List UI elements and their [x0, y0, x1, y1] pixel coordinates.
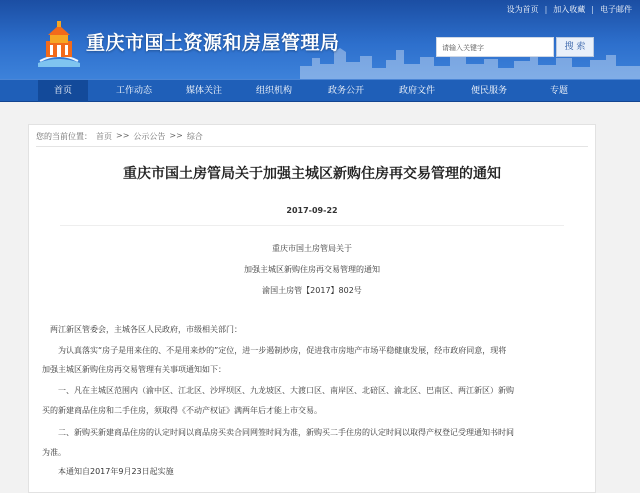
nav-item-topics[interactable]: 专题 — [549, 86, 568, 96]
email-link[interactable]: 电子邮件 — [600, 5, 632, 14]
nav-item-media[interactable]: 媒体关注 — [185, 86, 222, 96]
nav-item-organization[interactable]: 组织机构 — [255, 86, 292, 96]
article-date: 2017-09-22 — [286, 206, 338, 215]
article-paragraph: 为认真落实“房子是用来住的、不是用来炒的”定位，进一步遏制炒房，促进我市房地产市场平稳健康发展，经市政府同意，现将 — [58, 346, 507, 355]
breadcrumb-home[interactable]: 首页 — [96, 132, 112, 141]
article-paragraph: 一、凡在主城区范围内（渝中区、江北区、沙坪坝区、九龙坡区、大渡口区、南岸区、北碚区、渝北区、巴南区、两江新区）新购 — [58, 386, 514, 395]
breadcrumb-divider — [36, 146, 588, 147]
search-button[interactable]: 搜 索 — [556, 37, 594, 57]
main-nav — [0, 79, 640, 102]
nav-item-services[interactable]: 便民服务 — [470, 86, 507, 96]
site-title: 重庆市国土资源和房屋管理局 — [86, 32, 340, 54]
breadcrumb-announcements[interactable]: 公示公告 — [133, 132, 166, 141]
article-paragraph: 加强主城区新购住房再交易管理有关事项通知如下： — [42, 365, 226, 374]
link-separator: | — [544, 5, 548, 14]
doc-header-line-2: 加强主城区新购住房再交易管理的通知 — [244, 265, 380, 274]
breadcrumb-separator: >> — [169, 131, 183, 140]
site-header — [0, 0, 640, 79]
set-homepage-link[interactable]: 设为首页 — [506, 5, 539, 14]
breadcrumb-general[interactable]: 综合 — [186, 132, 203, 141]
doc-number: 渝国土房管【2017】802号 — [262, 286, 362, 295]
nav-item-gov-affairs[interactable]: 政务公开 — [327, 86, 364, 96]
article-paragraph: 两江新区管委会，主城各区人民政府，市级相关部门： — [50, 325, 242, 334]
search-input[interactable]: 请输入关键字 — [436, 37, 554, 57]
article-paragraph: 为准。 — [42, 448, 66, 457]
article-title: 重庆市国土房管局关于加强主城区新购住房再交易管理的通知 — [123, 166, 501, 182]
nav-item-work-news[interactable]: 工作动态 — [115, 86, 152, 96]
nav-item-home[interactable]: 首页 — [38, 80, 88, 102]
add-favorite-link[interactable]: 加入收藏 — [553, 5, 586, 14]
breadcrumb-label: 您的当前位置： — [36, 132, 92, 141]
doc-header-line-1: 重庆市国土房管局关于 — [272, 244, 352, 253]
breadcrumb-separator: >> — [116, 131, 130, 140]
article-paragraph: 买的新建商品住房和二手住房，须取得《不动产权证》满两年后才能上市交易。 — [42, 406, 322, 415]
breadcrumb — [36, 131, 203, 142]
article-paragraph: 本通知自2017年9月23日起实施 — [58, 467, 174, 476]
nav-item-gov-documents[interactable]: 政府文件 — [398, 86, 435, 96]
link-separator: | — [591, 5, 594, 14]
top-links — [507, 4, 632, 15]
article-paragraph: 二、新购买新建商品住房的认定时间以商品房买卖合同网签时间为准，新购买二手住房的认定时间以取得产权登记受理通知书时间 — [58, 428, 514, 437]
bureau-logo-icon[interactable] — [34, 21, 84, 67]
date-divider — [60, 225, 564, 226]
